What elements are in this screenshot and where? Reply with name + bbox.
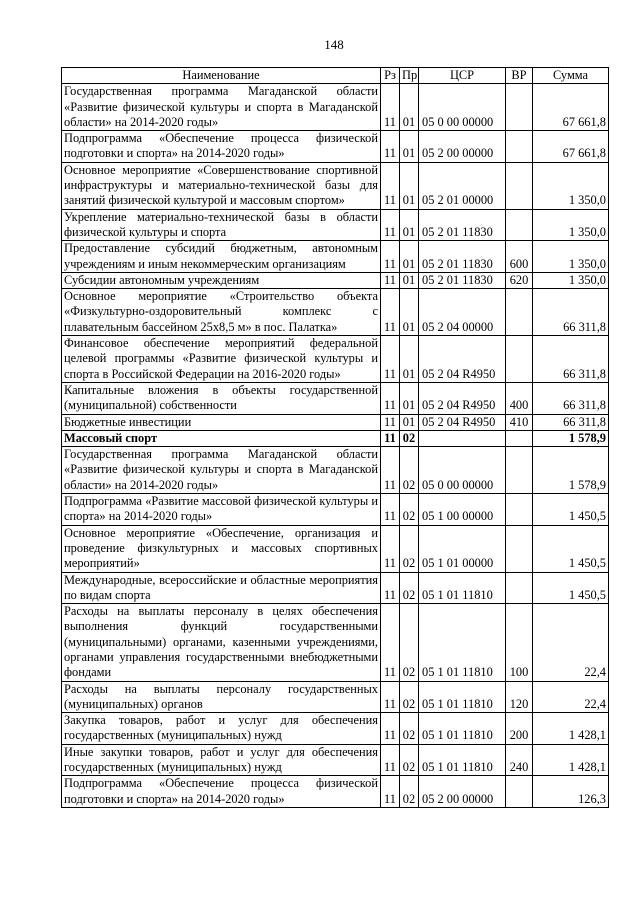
header-name: Наименование <box>62 68 381 84</box>
cell-pr: 02 <box>400 447 419 494</box>
table-row <box>62 604 609 681</box>
cell-name: Основное мероприятие «Обеспечение, организация и проведение физкультурных и массовых спортивных мероприятий» <box>62 525 381 572</box>
table-row <box>62 681 609 713</box>
table-row <box>62 241 609 273</box>
cell-sum: 1 350,0 <box>533 209 609 241</box>
cell-csr: 05 0 00 00000 <box>419 84 506 131</box>
cell-sum: 1 350,0 <box>533 241 609 273</box>
cell-rz: 11 <box>381 447 400 494</box>
cell-name: Основное мероприятие «Совершенствование спортивной инфраструктуры и материально-технической базы для занятий физической культурой и массовым спортом» <box>62 162 381 209</box>
cell-sum: 1 578,9 <box>533 430 609 446</box>
cell-name: Укрепление материально-технической базы в области физической культуры и спорта <box>62 209 381 241</box>
cell-csr: 05 1 01 11810 <box>419 744 506 776</box>
table-row <box>62 430 609 446</box>
cell-sum: 1 428,1 <box>533 744 609 776</box>
cell-csr: 05 1 01 11810 <box>419 572 506 604</box>
cell-vr <box>506 447 533 494</box>
cell-pr: 02 <box>400 744 419 776</box>
cell-name: Бюджетные инвестиции <box>62 414 381 430</box>
table-row <box>62 131 609 163</box>
cell-vr: 410 <box>506 414 533 430</box>
cell-pr: 01 <box>400 84 419 131</box>
table-row <box>62 525 609 572</box>
table-row <box>62 494 609 526</box>
cell-csr: 05 0 00 00000 <box>419 447 506 494</box>
cell-vr <box>506 525 533 572</box>
cell-name: Иные закупки товаров, работ и услуг для обеспечения государственных (муниципальных) нужд <box>62 744 381 776</box>
header-sum: Сумма <box>533 68 609 84</box>
cell-rz: 11 <box>381 241 400 273</box>
cell-vr: 620 <box>506 272 533 288</box>
cell-vr <box>506 494 533 526</box>
cell-name: Массовый спорт <box>62 430 381 446</box>
cell-vr: 120 <box>506 681 533 713</box>
cell-vr <box>506 209 533 241</box>
cell-csr: 05 2 04 R4950 <box>419 382 506 414</box>
cell-name: Международные, всероссийские и областные мероприятия по видам спорта <box>62 572 381 604</box>
cell-name: Финансовое обеспечение мероприятий федеральной целевой программы «Развитие физической культуры и спорта в Российской Федерации на 2016-2020 годы» <box>62 336 381 383</box>
cell-rz: 11 <box>381 430 400 446</box>
cell-sum: 66 311,8 <box>533 382 609 414</box>
cell-sum: 67 661,8 <box>533 84 609 131</box>
cell-csr: 05 1 00 00000 <box>419 494 506 526</box>
cell-vr: 600 <box>506 241 533 273</box>
cell-vr: 240 <box>506 744 533 776</box>
cell-rz: 11 <box>381 525 400 572</box>
cell-name: Основное мероприятие «Строительство объекта «Физкультурно-оздоровительный комплекс с плавательным бассейном 25х8,5 м» в пос. Палатка» <box>62 289 381 336</box>
cell-rz: 11 <box>381 289 400 336</box>
cell-sum: 126,3 <box>533 776 609 808</box>
cell-pr: 01 <box>400 336 419 383</box>
cell-vr: 100 <box>506 604 533 681</box>
cell-csr: 05 1 01 11810 <box>419 604 506 681</box>
table-row <box>62 272 609 288</box>
cell-name: Государственная программа Магаданской области «Развитие физической культуры и спорта в Магаданской области» на 2014-2020 годы» <box>62 447 381 494</box>
cell-pr: 02 <box>400 604 419 681</box>
cell-rz: 11 <box>381 414 400 430</box>
cell-rz: 11 <box>381 744 400 776</box>
cell-pr: 01 <box>400 209 419 241</box>
cell-rz: 11 <box>381 209 400 241</box>
cell-pr: 02 <box>400 681 419 713</box>
cell-csr <box>419 430 506 446</box>
budget-table <box>61 67 609 808</box>
header-vr: ВР <box>506 68 533 84</box>
cell-rz: 11 <box>381 713 400 745</box>
cell-name: Закупка товаров, работ и услуг для обеспечения государственных (муниципальных) нужд <box>62 713 381 745</box>
cell-vr <box>506 430 533 446</box>
cell-rz: 11 <box>381 494 400 526</box>
table-row <box>62 209 609 241</box>
cell-pr: 01 <box>400 289 419 336</box>
cell-vr <box>506 776 533 808</box>
cell-csr: 05 2 00 00000 <box>419 776 506 808</box>
cell-pr: 02 <box>400 494 419 526</box>
cell-sum: 1 450,5 <box>533 525 609 572</box>
cell-sum: 1 578,9 <box>533 447 609 494</box>
cell-pr: 02 <box>400 713 419 745</box>
cell-pr: 01 <box>400 162 419 209</box>
cell-pr: 01 <box>400 241 419 273</box>
cell-csr: 05 1 01 00000 <box>419 525 506 572</box>
cell-pr: 02 <box>400 430 419 446</box>
cell-name: Подпрограмма «Обеспечение процесса физической подготовки и спорта» на 2014-2020 годы» <box>62 776 381 808</box>
cell-name: Капитальные вложения в объекты государственной (муниципальной) собственности <box>62 382 381 414</box>
cell-sum: 1 450,5 <box>533 494 609 526</box>
header-pr: Пр <box>400 68 419 84</box>
cell-vr <box>506 131 533 163</box>
table-row <box>62 336 609 383</box>
cell-vr <box>506 289 533 336</box>
cell-name: Государственная программа Магаданской области «Развитие физической культуры и спорта в Магаданской области» на 2014-2020 годы» <box>62 84 381 131</box>
cell-sum: 66 311,8 <box>533 336 609 383</box>
cell-csr: 05 2 04 00000 <box>419 289 506 336</box>
cell-csr: 05 1 01 11810 <box>419 713 506 745</box>
cell-name: Подпрограмма «Развитие массовой физической культуры и спорта» на 2014-2020 годы» <box>62 494 381 526</box>
cell-csr: 05 2 01 00000 <box>419 162 506 209</box>
cell-sum: 22,4 <box>533 681 609 713</box>
cell-vr: 400 <box>506 382 533 414</box>
table-row <box>62 289 609 336</box>
cell-csr: 05 2 00 00000 <box>419 131 506 163</box>
cell-rz: 11 <box>381 272 400 288</box>
cell-vr <box>506 84 533 131</box>
cell-vr <box>506 162 533 209</box>
cell-sum: 1 428,1 <box>533 713 609 745</box>
cell-rz: 11 <box>381 776 400 808</box>
cell-pr: 02 <box>400 572 419 604</box>
table-row <box>62 572 609 604</box>
cell-sum: 1 350,0 <box>533 272 609 288</box>
table-header-row <box>62 68 609 84</box>
cell-rz: 11 <box>381 336 400 383</box>
cell-sum: 1 450,5 <box>533 572 609 604</box>
header-csr: ЦСР <box>419 68 506 84</box>
cell-csr: 05 1 01 11810 <box>419 681 506 713</box>
cell-vr: 200 <box>506 713 533 745</box>
cell-name: Предоставление субсидий бюджетным, автономным учреждениям и иным некоммерческим организациям <box>62 241 381 273</box>
cell-name: Субсидии автономным учреждениям <box>62 272 381 288</box>
cell-sum: 1 350,0 <box>533 162 609 209</box>
table-row <box>62 447 609 494</box>
cell-rz: 11 <box>381 131 400 163</box>
cell-pr: 01 <box>400 272 419 288</box>
cell-pr: 02 <box>400 776 419 808</box>
header-rz: Рз <box>381 68 400 84</box>
cell-csr: 05 2 01 11830 <box>419 272 506 288</box>
table-row <box>62 382 609 414</box>
cell-csr: 05 2 01 11830 <box>419 241 506 273</box>
cell-sum: 67 661,8 <box>533 131 609 163</box>
cell-vr <box>506 336 533 383</box>
cell-csr: 05 2 01 11830 <box>419 209 506 241</box>
cell-pr: 01 <box>400 131 419 163</box>
cell-name: Расходы на выплаты персоналу в целях обеспечения выполнения функций государственными (муниципальными) органами, казенными учреждениями, органами управления государственными внебюджетными фондами <box>62 604 381 681</box>
table-row <box>62 414 609 430</box>
cell-sum: 66 311,8 <box>533 289 609 336</box>
cell-pr: 01 <box>400 382 419 414</box>
page-number: 148 <box>324 37 344 52</box>
cell-rz: 11 <box>381 162 400 209</box>
table-row <box>62 162 609 209</box>
cell-rz: 11 <box>381 681 400 713</box>
cell-pr: 02 <box>400 525 419 572</box>
cell-csr: 05 2 04 R4950 <box>419 336 506 383</box>
cell-name: Подпрограмма «Обеспечение процесса физической подготовки и спорта» на 2014-2020 годы» <box>62 131 381 163</box>
cell-csr: 05 2 04 R4950 <box>419 414 506 430</box>
table-row <box>62 776 609 808</box>
cell-sum: 66 311,8 <box>533 414 609 430</box>
cell-name: Расходы на выплаты персоналу государственных (муниципальных) органов <box>62 681 381 713</box>
table-row <box>62 713 609 745</box>
table-row <box>62 84 609 131</box>
cell-pr: 01 <box>400 414 419 430</box>
table-row <box>62 744 609 776</box>
cell-rz: 11 <box>381 604 400 681</box>
cell-rz: 11 <box>381 382 400 414</box>
cell-sum: 22,4 <box>533 604 609 681</box>
cell-rz: 11 <box>381 84 400 131</box>
cell-rz: 11 <box>381 572 400 604</box>
cell-vr <box>506 572 533 604</box>
